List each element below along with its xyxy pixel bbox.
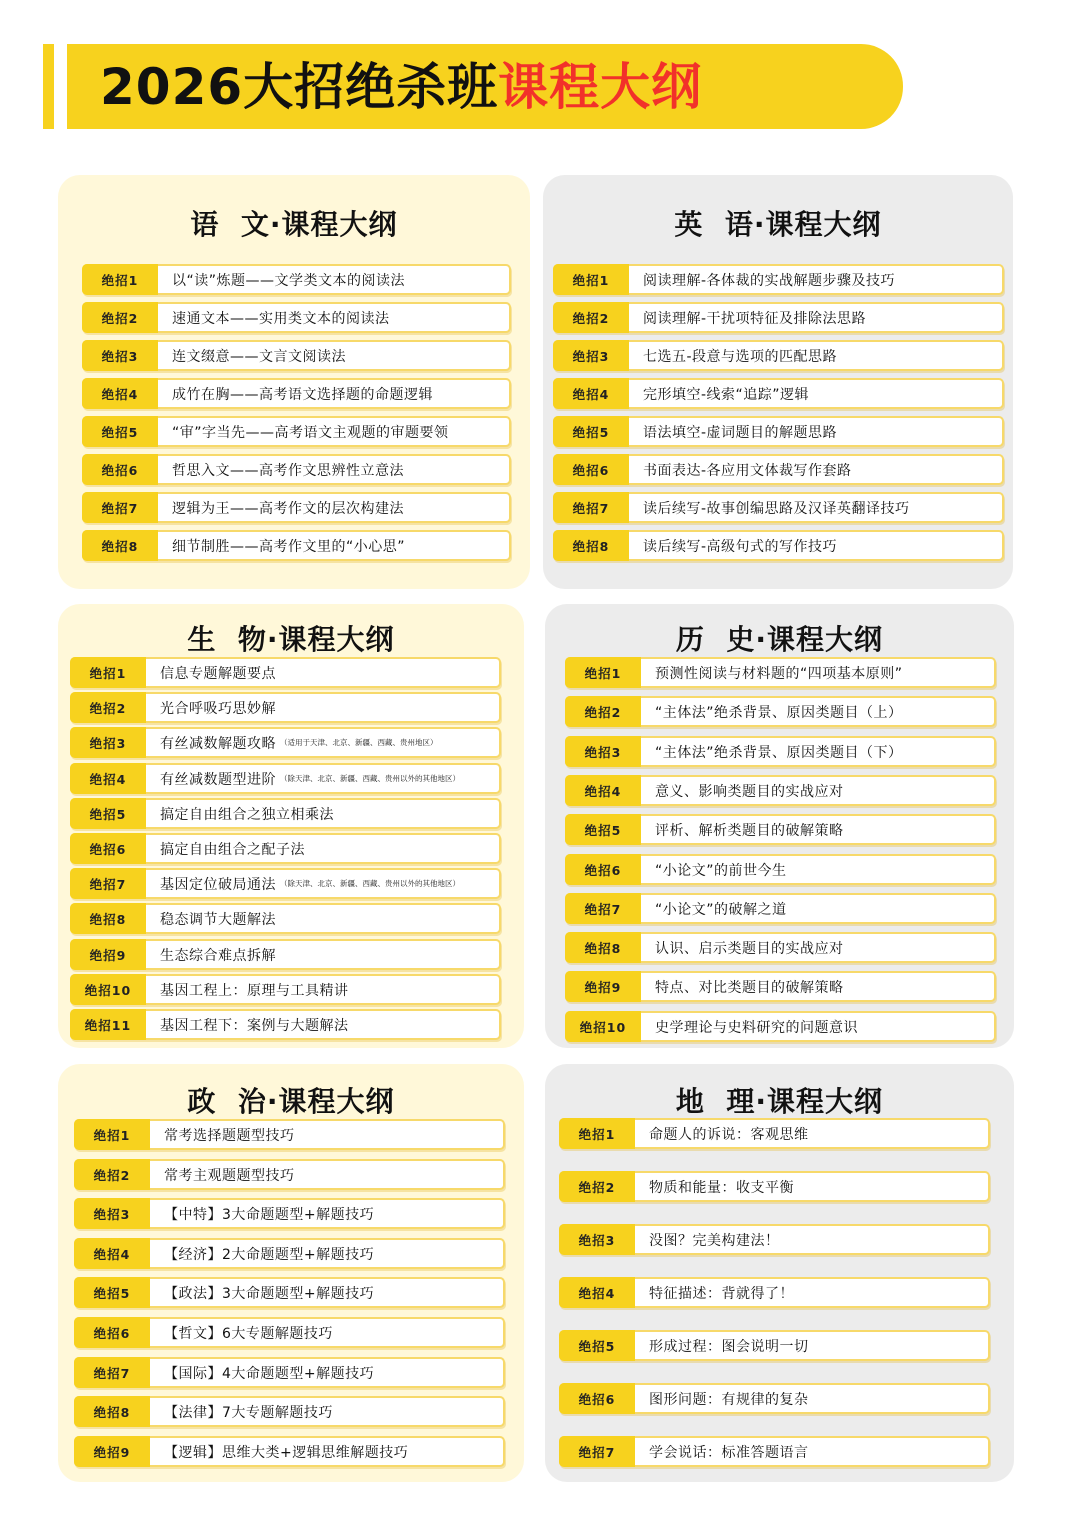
course-badge: 绝招2	[82, 302, 158, 333]
course-badge: 绝招2	[70, 692, 146, 723]
course-text: 逻辑为王——高考作文的层次构建法	[172, 500, 404, 517]
course-badge: 绝招8	[82, 530, 158, 561]
course-row	[82, 340, 511, 371]
course-badge: 绝招1	[553, 264, 629, 295]
course-badge: 绝招10	[565, 1011, 641, 1042]
course-text: 没图？完美构建法！	[649, 1232, 780, 1249]
course-row	[565, 854, 996, 885]
course-text-wrap	[643, 380, 996, 407]
course-row	[565, 736, 996, 767]
course-text-wrap	[172, 532, 503, 559]
course-text: 物质和能量：收支平衡	[649, 1179, 794, 1196]
course-text: 基因工程下：案例与大题解法	[160, 1017, 349, 1034]
course-badge: 绝招7	[559, 1436, 635, 1467]
course-row	[553, 378, 1004, 409]
course-text: 认识、启示类题目的实战应对	[655, 940, 844, 957]
panel-title: 地 理·课程大纲	[675, 1085, 884, 1118]
course-row	[82, 530, 511, 561]
course-badge: 绝招4	[565, 775, 641, 806]
course-row	[559, 1224, 990, 1255]
course-row	[565, 893, 996, 924]
course-text-wrap	[160, 694, 493, 721]
panel-biology	[58, 604, 524, 1048]
course-text: 读后续写-高级句式的写作技巧	[643, 538, 838, 555]
course-text: 连文缀意——文言文阅读法	[172, 348, 346, 365]
course-row	[559, 1277, 990, 1308]
course-text: “主体法”绝杀背景、原因类题目（下）	[655, 744, 903, 761]
course-row	[82, 416, 511, 447]
course-text: 【政法】3大命题题型+解题技巧	[164, 1285, 375, 1302]
course-row	[70, 903, 501, 934]
course-row	[565, 932, 996, 963]
course-text-wrap	[164, 1359, 497, 1386]
course-text-wrap	[172, 380, 503, 407]
course-badge: 绝招6	[565, 854, 641, 885]
course-row	[559, 1383, 990, 1414]
course-text-wrap	[643, 456, 996, 483]
course-text-wrap	[164, 1398, 497, 1425]
course-text-wrap	[160, 905, 493, 932]
course-row	[70, 763, 501, 794]
course-text: “主体法”绝杀背景、原因类题目（上）	[655, 704, 903, 721]
course-row	[82, 454, 511, 485]
course-text: 【经济】2大命题题型+解题技巧	[164, 1246, 375, 1263]
course-text-wrap	[164, 1438, 497, 1465]
panel-title: 政 治·课程大纲	[187, 1085, 395, 1118]
course-badge: 绝招5	[74, 1277, 150, 1308]
course-row	[565, 775, 996, 806]
page-title	[100, 52, 702, 122]
course-text-wrap	[160, 835, 493, 862]
course-badge: 绝招6	[553, 454, 629, 485]
course-text: 常考主观题题型技巧	[164, 1167, 295, 1184]
panel-title: 英 语·课程大纲	[674, 208, 882, 241]
course-badge: 绝招9	[74, 1436, 150, 1467]
course-text: 评析、解析类题目的破解策略	[655, 822, 844, 839]
panel-title: 历 史·课程大纲	[675, 623, 884, 656]
course-badge: 绝招5	[559, 1330, 635, 1361]
course-text-wrap	[649, 1279, 982, 1306]
course-text-wrap	[655, 973, 988, 1000]
course-badge: 绝招3	[559, 1224, 635, 1255]
course-text-wrap	[643, 494, 996, 521]
course-text-wrap	[655, 698, 988, 725]
course-row	[553, 416, 1004, 447]
course-text: 光合呼吸巧思妙解	[160, 700, 276, 717]
course-badge: 绝招9	[565, 971, 641, 1002]
course-row	[74, 1357, 505, 1388]
title-highlight: 课程大纲	[498, 58, 703, 116]
course-text-wrap	[649, 1226, 982, 1253]
course-row	[553, 454, 1004, 485]
course-text: 生态综合难点拆解	[160, 947, 276, 964]
course-text-wrap	[643, 266, 996, 293]
course-text-wrap	[160, 729, 493, 756]
course-row	[559, 1118, 990, 1149]
course-row	[553, 530, 1004, 561]
course-text: “审”字当先——高考语文主观题的审题要领	[172, 424, 449, 441]
panel-english	[543, 175, 1013, 589]
course-row	[553, 492, 1004, 523]
course-text: 形成过程：图会说明一切	[649, 1338, 809, 1355]
course-text-wrap	[655, 777, 988, 804]
course-text-wrap	[172, 266, 503, 293]
course-text-wrap	[172, 304, 503, 331]
course-badge: 绝招1	[559, 1118, 635, 1149]
course-row	[70, 868, 501, 899]
panel-geography	[545, 1064, 1014, 1482]
course-badge: 绝招4	[559, 1277, 635, 1308]
course-badge: 绝招4	[70, 763, 146, 794]
course-text-wrap	[649, 1120, 982, 1147]
course-text: 学会说话：标准答题语言	[649, 1444, 809, 1461]
course-text: 基因工程上：原理与工具精讲	[160, 982, 349, 999]
course-row	[553, 302, 1004, 333]
course-badge: 绝招8	[74, 1396, 150, 1427]
course-text: 史学理论与史料研究的问题意识	[655, 1019, 858, 1036]
course-badge: 绝招2	[553, 302, 629, 333]
course-badge: 绝招2	[74, 1159, 150, 1190]
course-badge: 绝招8	[70, 903, 146, 934]
course-text: 读后续写-故事创编思路及汉译英翻译技巧	[643, 500, 910, 517]
course-text: 七选五-段意与选项的匹配思路	[643, 348, 838, 365]
course-text-wrap	[160, 941, 493, 968]
course-row	[565, 971, 996, 1002]
course-text: 【国际】4大命题题型+解题技巧	[164, 1365, 375, 1382]
course-badge: 绝招6	[559, 1383, 635, 1414]
course-row	[74, 1277, 505, 1308]
course-row	[565, 657, 996, 688]
course-text: 语法填空-虚词题目的解题思路	[643, 424, 838, 441]
course-badge: 绝招7	[565, 893, 641, 924]
course-text-wrap	[172, 456, 503, 483]
course-text-wrap	[655, 659, 988, 686]
course-badge: 绝招4	[82, 378, 158, 409]
course-note: （除天津、北京、新疆、西藏、贵州以外的其他地区）	[280, 774, 460, 783]
course-text-wrap	[164, 1161, 497, 1188]
course-text-wrap	[649, 1385, 982, 1412]
course-text-wrap	[655, 934, 988, 961]
course-badge: 绝招3	[553, 340, 629, 371]
course-badge: 绝招1	[70, 657, 146, 688]
course-row	[74, 1436, 505, 1467]
course-text-wrap	[655, 856, 988, 883]
course-badge: 绝招5	[82, 416, 158, 447]
course-badge: 绝招6	[74, 1317, 150, 1348]
course-row	[70, 974, 501, 1005]
course-text: 完形填空-线索“追踪”逻辑	[643, 386, 810, 403]
course-text-wrap	[172, 418, 503, 445]
course-badge: 绝招3	[565, 736, 641, 767]
course-badge: 绝招5	[70, 798, 146, 829]
course-text-wrap	[160, 800, 493, 827]
course-badge: 绝招4	[553, 378, 629, 409]
panel-history	[545, 604, 1014, 1048]
course-text: 书面表达-各应用文体裁写作套路	[643, 462, 852, 479]
course-row	[553, 340, 1004, 371]
course-badge: 绝招9	[70, 939, 146, 970]
course-text-wrap	[160, 765, 493, 792]
course-badge: 绝招2	[559, 1171, 635, 1202]
course-text: 速通文本——实用类文本的阅读法	[172, 310, 390, 327]
course-row	[559, 1330, 990, 1361]
course-text-wrap	[655, 816, 988, 843]
course-text: 细节制胜——高考作文里的“小心思”	[172, 538, 406, 555]
course-row	[74, 1396, 505, 1427]
course-text: 阅读理解-各体裁的实战解题步骤及技巧	[643, 272, 896, 289]
course-row	[70, 657, 501, 688]
course-row	[559, 1171, 990, 1202]
course-text: 稳态调节大题解法	[160, 911, 276, 928]
course-row	[74, 1159, 505, 1190]
course-badge: 绝招6	[70, 833, 146, 864]
course-text: 以“读”炼题——文学类文本的阅读法	[172, 272, 406, 289]
course-text-wrap	[164, 1279, 497, 1306]
course-text-wrap	[172, 494, 503, 521]
course-text: “小论文”的前世今生	[655, 862, 787, 879]
course-text: 【哲文】6大专题解题技巧	[164, 1325, 333, 1342]
course-row	[565, 696, 996, 727]
course-note: （除天津、北京、新疆、西藏、贵州以外的其他地区）	[280, 879, 460, 888]
course-row	[70, 727, 501, 758]
course-badge: 绝招4	[74, 1238, 150, 1269]
course-text-wrap	[164, 1200, 497, 1227]
course-row	[74, 1119, 505, 1150]
course-text-wrap	[164, 1240, 497, 1267]
course-text: 信息专题解题要点	[160, 665, 276, 682]
course-text-wrap	[643, 342, 996, 369]
course-row	[70, 833, 501, 864]
course-text: 预测性阅读与材料题的“四项基本原则”	[655, 665, 903, 682]
course-badge: 绝招7	[74, 1357, 150, 1388]
course-badge: 绝招1	[74, 1119, 150, 1150]
course-row	[82, 378, 511, 409]
course-text: 常考选择题题型技巧	[164, 1127, 295, 1144]
panel-title: 生 物·课程大纲	[187, 623, 395, 656]
course-badge: 绝招11	[70, 1009, 146, 1040]
course-text: 成竹在胸——高考语文选择题的命题逻辑	[172, 386, 433, 403]
course-badge: 绝招3	[82, 340, 158, 371]
course-text: 【法律】7大专题解题技巧	[164, 1404, 333, 1421]
course-badge: 绝招1	[565, 657, 641, 688]
course-badge: 绝招5	[565, 814, 641, 845]
course-text-wrap	[172, 342, 503, 369]
course-badge: 绝招8	[565, 932, 641, 963]
course-text: 哲思入文——高考作文思辨性立意法	[172, 462, 404, 479]
course-row	[82, 492, 511, 523]
course-text: 有丝减数题型进阶	[160, 771, 276, 788]
course-text-wrap	[160, 870, 493, 897]
course-text-wrap	[164, 1121, 497, 1148]
course-row	[70, 798, 501, 829]
header-accent-bar	[43, 44, 54, 129]
course-row	[74, 1238, 505, 1269]
course-text-wrap	[649, 1332, 982, 1359]
course-badge: 绝招1	[82, 264, 158, 295]
course-text-wrap	[655, 738, 988, 765]
course-text-wrap	[643, 532, 996, 559]
course-text-wrap	[160, 1011, 493, 1038]
course-row	[70, 939, 501, 970]
course-text: 搞定自由组合之配子法	[160, 841, 305, 858]
course-text-wrap	[649, 1173, 982, 1200]
course-text: 命题人的诉说：客观思维	[649, 1126, 809, 1143]
course-text: 特征描述：背就得了！	[649, 1285, 794, 1302]
course-badge: 绝招5	[553, 416, 629, 447]
course-text: 意义、影响类题目的实战应对	[655, 783, 844, 800]
course-row	[74, 1317, 505, 1348]
course-text-wrap	[643, 418, 996, 445]
course-text-wrap	[160, 659, 493, 686]
course-note: （适用于天津、北京、新疆、西藏、贵州地区）	[280, 738, 438, 747]
course-text: 【中特】3大命题题型+解题技巧	[164, 1206, 375, 1223]
course-row	[74, 1198, 505, 1229]
course-text: 图形问题：有规律的复杂	[649, 1391, 809, 1408]
panel-politics	[58, 1064, 524, 1482]
course-row	[553, 264, 1004, 295]
panel-chinese	[58, 175, 530, 589]
course-text: 有丝减数解题攻略	[160, 735, 276, 752]
panel-title: 语 文·课程大纲	[190, 208, 398, 241]
course-row	[82, 302, 511, 333]
course-text: 基因定位破局通法	[160, 876, 276, 893]
title-main: 2026大招绝杀班	[100, 58, 499, 116]
course-row	[565, 1011, 996, 1042]
course-text: 特点、对比类题目的破解策略	[655, 979, 844, 996]
course-row	[565, 814, 996, 845]
course-text-wrap	[643, 304, 996, 331]
course-badge: 绝招7	[70, 868, 146, 899]
course-badge: 绝招7	[82, 492, 158, 523]
course-text: 【逻辑】思维大类+逻辑思维解题技巧	[164, 1444, 409, 1461]
course-text-wrap	[164, 1319, 497, 1346]
course-badge: 绝招6	[82, 454, 158, 485]
course-badge: 绝招10	[70, 974, 146, 1005]
course-badge: 绝招8	[553, 530, 629, 561]
course-text-wrap	[655, 1013, 988, 1040]
course-text: 阅读理解-干扰项特征及排除法思路	[643, 310, 867, 327]
course-text: 搞定自由组合之独立相乘法	[160, 806, 334, 823]
course-row	[559, 1436, 990, 1467]
course-row	[82, 264, 511, 295]
course-row	[70, 692, 501, 723]
course-badge: 绝招2	[565, 696, 641, 727]
course-text-wrap	[160, 976, 493, 1003]
course-text-wrap	[655, 895, 988, 922]
course-badge: 绝招3	[70, 727, 146, 758]
course-badge: 绝招7	[553, 492, 629, 523]
course-row	[70, 1009, 501, 1040]
course-text-wrap	[649, 1438, 982, 1465]
course-text: “小论文”的破解之道	[655, 901, 787, 918]
course-badge: 绝招3	[74, 1198, 150, 1229]
